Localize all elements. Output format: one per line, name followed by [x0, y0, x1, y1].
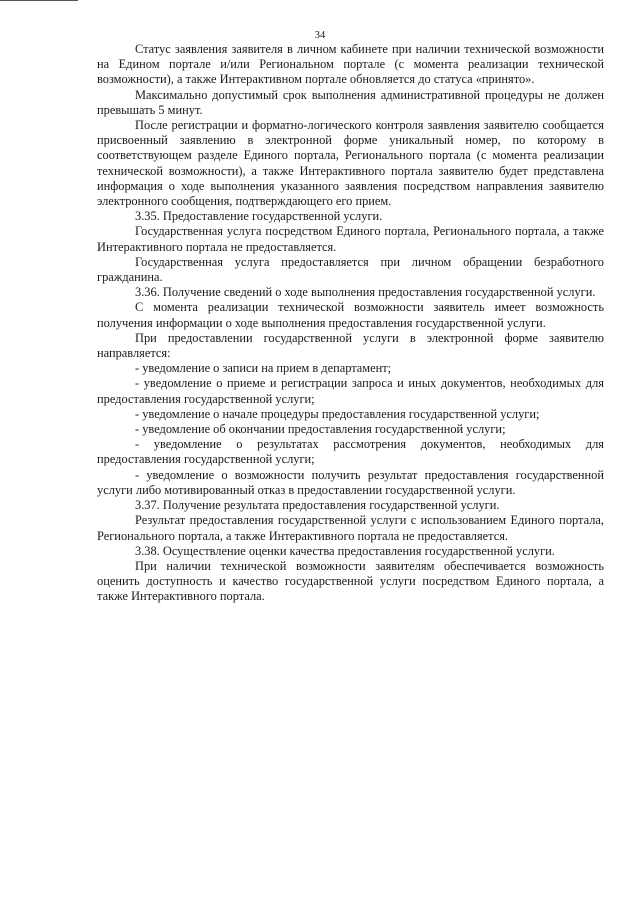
scan-edge-line: [0, 0, 78, 1]
list-item-notification: - уведомление о возможности получить результат предоставления государственной услуги либо мотивированный отказ в предоставлении государственной услуги.: [97, 467, 604, 497]
paragraph-result-not-provided: Результат предоставления государственной услуги с использованием Единого портала, Регионального портала, а также Интерактивного портала не предоставляется.: [97, 513, 604, 543]
document-body: [97, 42, 604, 605]
paragraph-status-update: Статус заявления заявителя в личном кабинете при наличии технической возможности на Едином портале и/или Региональном портале (с момента реализации технической возможности), а также Интерактивном портале обновляется до статуса «принято».: [97, 42, 604, 87]
section-heading-3-36: 3.36. Получение сведений о ходе выполнения предоставления государственной услуги.: [135, 285, 596, 300]
list-item-notification: - уведомление о приеме и регистрации запроса и иных документов, необходимых для предоставления государственной услуги;: [97, 376, 604, 406]
paragraph-quality-assessment: При наличии технической возможности заявителям обеспечивается возможность оценить доступность и качество государственной услуги посредством Единого портала, а также Интерактивного портала.: [97, 558, 604, 604]
list-item-notification: - уведомление о начале процедуры предоставления государственной услуги;: [135, 406, 540, 421]
list-item-notification: - уведомление о результатах рассмотрения документов, необходимых для предоставления государственной услуги;: [97, 437, 604, 467]
paragraph-service-not-provided-online: Государственная услуга посредством Единого портала, Регионального портала, а также Интерактивного портала не предоставляется.: [97, 224, 604, 254]
paragraph-notifications-intro: При предоставлении государственной услуги в электронной форме заявителю направляется:: [97, 330, 604, 361]
paragraph-progress-info: С момента реализации технической возможности заявитель имеет возможность получения информации о ходе выполнения предоставления государственной услуги.: [97, 300, 604, 330]
list-item-notification: - уведомление о записи на прием в департамент;: [135, 361, 392, 376]
paragraph-personal-visit: Государственная услуга предоставляется при личном обращении безработного гражданина.: [97, 254, 604, 285]
list-item-notification: - уведомление об окончании предоставления государственной услуги;: [135, 422, 506, 437]
page-number: 34: [314, 30, 326, 41]
paragraph-registration-number: После регистрации и форматно-логического контроля заявления заявителю сообщается присвоенный заявлению в электронной форме уникальный номер, по которому в соответствующем разделе Единого портала, Регионального портала (с момента реализации технической возможности), а также Интерактивного портала заявителю будет представлена информация о ходе выполнения указанного заявления посредством направления заявителю электронного сообщения, подтверждающего его прием.: [97, 118, 604, 209]
section-heading-3-35: 3.35. Предоставление государственной услуги.: [135, 209, 383, 224]
paragraph-max-duration: Максимально допустимый срок выполнения административной процедуры не должен превышать 5 минут.: [97, 87, 604, 117]
section-heading-3-38: 3.38. Осуществление оценки качества предоставления государственной услуги.: [135, 543, 555, 558]
section-heading-3-37: 3.37. Получение результата предоставления государственной услуги.: [135, 498, 500, 513]
